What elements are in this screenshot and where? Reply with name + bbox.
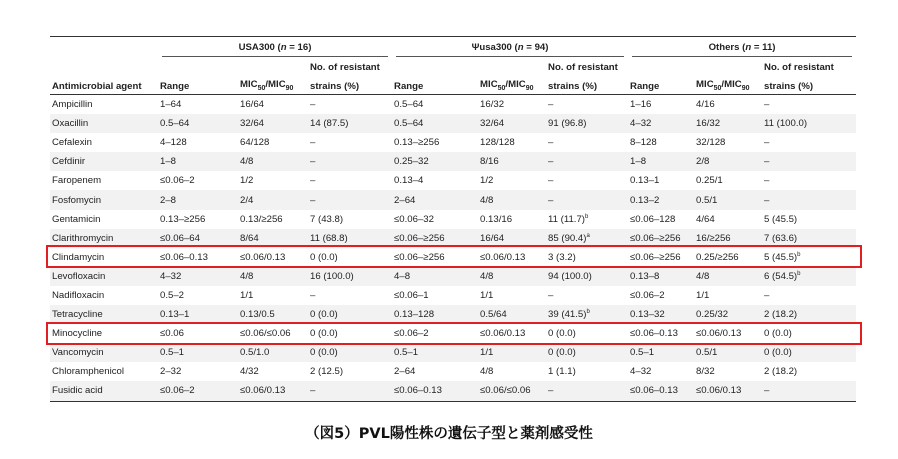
value-cell: – <box>546 381 628 401</box>
value-cell: 0.5–64 <box>158 114 238 133</box>
value-cell: 0.5/1 <box>694 343 762 362</box>
value-cell: 0.13–1 <box>630 175 660 187</box>
value-cell: 2/8 <box>694 152 762 171</box>
value-cell: 32/64 <box>238 114 308 133</box>
value-cell: 0.5/1.0 <box>238 343 308 362</box>
range-header: Range <box>158 73 238 95</box>
value-cell: 0.5–2 <box>160 289 185 301</box>
value-cell: 11 (68.8) <box>308 229 392 248</box>
value-cell: 32/64 <box>478 114 546 133</box>
agent-cell: Ampicillin <box>52 99 93 111</box>
resistant-header-line1: No. of resistant <box>310 62 380 73</box>
agent-cell: Gentamicin <box>52 213 101 225</box>
value-cell: 16/32 <box>480 99 505 111</box>
value-cell: 0.5–1 <box>628 343 694 362</box>
value-cell: 2 (18.2) <box>762 305 856 324</box>
value-cell: 1/1 <box>480 289 494 301</box>
value-cell: 8/16 <box>478 152 546 171</box>
agent-cell: Oxacillin <box>50 114 158 133</box>
value-cell: 0.13–≥256 <box>160 213 206 225</box>
value-cell: 0.25/1 <box>696 175 723 187</box>
value-cell: ≤0.06–32 <box>394 213 434 225</box>
value-cell: ≤0.06/0.13 <box>240 251 286 263</box>
table-row <box>50 95 856 115</box>
value-cell: 1/2 <box>240 175 254 187</box>
value-cell: – <box>310 137 316 149</box>
value-cell: 8/64 <box>238 229 308 248</box>
value-cell: – <box>308 152 392 171</box>
table-row <box>50 114 856 133</box>
table-row <box>50 248 856 267</box>
value-cell: 39 $(41.5)^b$ <box>546 305 628 324</box>
value-cell: 4/8 <box>478 267 546 286</box>
value-cell: 0.13–128 <box>392 305 478 324</box>
agent-cell: Cefdinir <box>50 152 158 171</box>
table-row <box>50 210 856 229</box>
table-row <box>50 267 856 286</box>
value-cell: 1–8 <box>158 152 238 171</box>
value-cell: ≤0.06/0.13 <box>238 381 308 401</box>
group-header-others: Others (n = 11) <box>628 37 856 58</box>
value-cell: 85 $(90.4)^a$ <box>546 229 628 248</box>
range-header: Range <box>392 73 478 95</box>
value-cell: ≤0.06–64 <box>158 229 238 248</box>
value-cell: 0 (0.0) <box>762 343 856 362</box>
value-cell: ≤0.06–1 <box>394 289 429 301</box>
value-cell: 4/64 <box>696 213 715 225</box>
agent-cell: Vancomycin <box>50 343 158 362</box>
value-cell: – <box>764 99 770 111</box>
value-cell: 4–32 <box>630 366 652 378</box>
header-blank <box>50 37 158 58</box>
agent-cell: Fosfomycin <box>50 190 158 209</box>
table-body <box>50 95 856 402</box>
table-row <box>50 324 856 343</box>
value-cell: – <box>546 152 628 171</box>
value-cell: 14 (87.5) <box>308 114 392 133</box>
value-cell: 11 (100.0) <box>762 114 856 133</box>
value-cell: 0.5/1 <box>694 190 762 209</box>
value-cell: 16/64 <box>478 229 546 248</box>
value-cell: 4/8 <box>238 152 308 171</box>
value-cell: ≤0.06/≤0.06 <box>478 381 546 401</box>
value-cell: 2–64 <box>392 190 478 209</box>
agent-cell: Faropenem <box>52 175 102 187</box>
value-cell: – <box>764 175 770 187</box>
table-row <box>50 381 856 401</box>
mic-header: $MIC_{50}/MIC_{90}$ <box>478 73 546 95</box>
value-cell: 1/1 <box>478 343 546 362</box>
value-cell: 1 (1.1) <box>548 366 576 378</box>
value-cell: – <box>310 99 316 111</box>
value-cell: 0 (0.0) <box>310 328 338 340</box>
value-cell: 32/128 <box>696 137 726 149</box>
value-cell: 7 (43.8) <box>310 213 344 225</box>
value-cell: 64/128 <box>240 137 270 149</box>
value-cell: 94 (100.0) <box>546 267 628 286</box>
value-cell: 1/1 <box>240 289 254 301</box>
range-header: Range <box>628 73 694 95</box>
value-cell: 16/32 <box>694 114 762 133</box>
table-row <box>50 286 856 305</box>
agent-cell: Cefalexin <box>52 137 92 149</box>
value-cell: 6 $(54.5)^b$ <box>762 267 856 286</box>
value-cell: 16 (100.0) <box>308 267 392 286</box>
resistant-header-line1: No. of resistant <box>764 62 834 73</box>
value-cell: 0.5–1 <box>158 343 238 362</box>
value-cell: 2–8 <box>158 190 238 209</box>
value-cell: 4–8 <box>392 267 478 286</box>
agent-cell: Nadifloxacin <box>52 289 105 301</box>
value-cell: – <box>308 190 392 209</box>
value-cell: – <box>762 152 856 171</box>
value-cell: 1/2 <box>480 175 494 187</box>
table-header <box>50 37 856 95</box>
resistant-header-line2: strains (%) <box>308 73 392 95</box>
value-cell: – <box>548 99 554 111</box>
value-cell: 0.25/≥256 <box>696 251 739 263</box>
value-cell: ≤0.06 <box>160 328 184 340</box>
resistant-header-line2: strains (%) <box>546 73 628 95</box>
mic-header: $MIC_{50}/MIC_{90}$ <box>238 73 308 95</box>
value-cell: 0.13–1 <box>158 305 238 324</box>
value-cell: ≤0.06/0.13 <box>694 381 762 401</box>
value-cell: ≤0.06–≥256 <box>392 229 478 248</box>
value-cell: 2–32 <box>160 366 182 378</box>
agent-cell: Clindamycin <box>52 251 105 263</box>
value-cell: ≤0.06–2 <box>394 328 429 340</box>
value-cell: 0.13–32 <box>628 305 694 324</box>
value-cell: 0.5–64 <box>392 114 478 133</box>
value-cell: 0.25/32 <box>694 305 762 324</box>
table-wrapper <box>50 36 856 402</box>
value-cell: 0.13/≥256 <box>240 213 283 225</box>
value-cell: – <box>762 381 856 401</box>
agent-cell: Clarithromycin <box>50 229 158 248</box>
agent-cell: Tetracycline <box>50 305 158 324</box>
agent-cell: Levofloxacin <box>50 267 158 286</box>
value-cell: 0.25–32 <box>392 152 478 171</box>
value-cell: 4–32 <box>158 267 238 286</box>
value-cell: 128/128 <box>480 137 515 149</box>
value-cell: 0.5–64 <box>394 99 424 111</box>
value-cell: ≤0.06/0.13 <box>696 328 742 340</box>
value-cell: ≤0.06–2 <box>160 175 195 187</box>
value-cell: – <box>308 381 392 401</box>
value-cell: 1/1 <box>696 289 710 301</box>
value-cell: 5 (45.5) <box>764 213 798 225</box>
value-cell: ≤0.06–2 <box>630 289 665 301</box>
value-cell: 0.13/16 <box>480 213 513 225</box>
value-cell: 1–16 <box>630 99 652 111</box>
value-cell: ≤0.06/0.13 <box>480 328 526 340</box>
value-cell: 8–128 <box>630 137 657 149</box>
value-cell: ≤0.06–2 <box>158 381 238 401</box>
value-cell: 0.13–4 <box>394 175 424 187</box>
value-cell: 4/32 <box>240 366 259 378</box>
table-row <box>50 133 856 152</box>
table-row <box>50 190 856 209</box>
table-row <box>50 229 856 248</box>
value-cell: 3 (3.2) <box>548 251 576 263</box>
value-cell: 4/8 <box>694 267 762 286</box>
value-cell: ≤0.06–0.13 <box>628 381 694 401</box>
value-cell: 11 $(11.7)^b$ <box>548 213 589 225</box>
value-cell: ≤0.06/≤0.06 <box>240 328 291 340</box>
value-cell: 4/16 <box>696 99 715 111</box>
value-cell: 91 (96.8) <box>546 114 628 133</box>
value-cell: – <box>548 175 554 187</box>
value-cell: 0.13–2 <box>628 190 694 209</box>
value-cell: – <box>546 190 628 209</box>
value-cell: ≤0.06–0.13 <box>392 381 478 401</box>
value-cell: 2 (12.5) <box>310 366 344 378</box>
value-cell: 0.5/64 <box>478 305 546 324</box>
value-cell: – <box>548 289 554 301</box>
value-cell: 2 (18.2) <box>764 366 798 378</box>
value-cell: ≤0.06–≥256 <box>628 229 694 248</box>
value-cell: – <box>310 175 316 187</box>
value-cell: – <box>764 137 770 149</box>
value-cell: 0.13–≥256 <box>394 137 440 149</box>
value-cell: 0 (0.0) <box>764 328 792 340</box>
value-cell: 0 (0.0) <box>308 305 392 324</box>
value-cell: 8/32 <box>696 366 715 378</box>
value-cell: 4/8 <box>480 366 494 378</box>
table-row <box>50 171 856 190</box>
agent-header: Antimicrobial agent <box>50 73 158 95</box>
value-cell: 0 (0.0) <box>546 343 628 362</box>
value-cell: 4/8 <box>478 190 546 209</box>
value-cell: 2/4 <box>238 190 308 209</box>
resistant-header-line1: No. of resistant <box>548 62 618 73</box>
agent-cell: Chloramphenicol <box>52 366 124 378</box>
value-cell: 0 (0.0) <box>310 251 338 263</box>
value-cell: 0.5–1 <box>392 343 478 362</box>
value-cell: ≤0.06–≥256 <box>630 251 681 263</box>
value-cell: – <box>762 190 856 209</box>
value-cell: ≤0.06–≥256 <box>394 251 445 263</box>
table-row <box>50 343 856 362</box>
value-cell: – <box>310 289 316 301</box>
value-cell: 0.13–8 <box>628 267 694 286</box>
value-cell: – <box>764 289 770 301</box>
figure-caption: （図5）PVL陽性株の遺伝子型と薬剤感受性 <box>305 426 593 442</box>
value-cell: 16/≥256 <box>694 229 762 248</box>
resistant-header-line2: strains (%) <box>762 73 856 95</box>
value-cell: ≤0.06–128 <box>630 213 676 225</box>
value-cell: – <box>548 137 554 149</box>
value-cell: 7 (63.6) <box>762 229 856 248</box>
group-header-psi-usa300: Ψusa300 (n = 94) <box>392 37 628 58</box>
value-cell: 0.13/0.5 <box>238 305 308 324</box>
value-cell: ≤0.06/0.13 <box>480 251 526 263</box>
agent-cell: Minocycline <box>52 328 103 340</box>
value-cell: 0 (0.0) <box>308 343 392 362</box>
value-cell: 4–32 <box>628 114 694 133</box>
table-row <box>50 152 856 171</box>
value-cell: 4–128 <box>160 137 187 149</box>
mic-header: $MIC_{50}/MIC_{90}$ <box>694 73 762 95</box>
agent-cell: Fusidic acid <box>50 381 158 401</box>
value-cell: 4/8 <box>238 267 308 286</box>
value-cell: 16/64 <box>240 99 265 111</box>
value-cell: ≤0.06–0.13 <box>630 328 678 340</box>
susceptibility-table <box>50 36 856 402</box>
table-row <box>50 305 856 324</box>
value-cell: 1–64 <box>160 99 182 111</box>
value-cell: 2–64 <box>394 366 416 378</box>
value-cell: 0 (0.0) <box>548 328 576 340</box>
value-cell: 1–8 <box>628 152 694 171</box>
table-row <box>50 362 856 381</box>
value-cell: ≤0.06–0.13 <box>160 251 208 263</box>
group-header-usa300: USA300 (n = 16) <box>158 37 392 58</box>
value-cell: 5 $(45.5)^b$ <box>764 251 801 263</box>
